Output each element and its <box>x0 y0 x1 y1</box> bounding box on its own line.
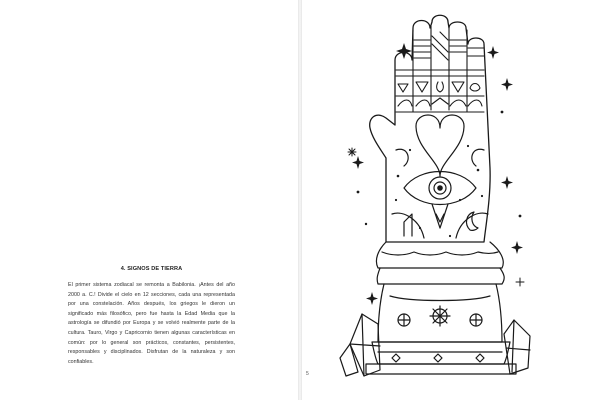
starburst-right <box>516 278 524 286</box>
body-paragraph: El primer sistema zodiacal se remonta a Babilonia. ¡Antes del año 2000 a. C.! Divide el cielo en 12 secciones, cada una representada por una constelación. Años después, los griegos le dieron un significado más filosófico, pero fue hasta la Edad Media que la astrología se difundió por Europa y se volvió realmente parte de la cultura. Tauro, Virgo y Capricornio tienen algunas características en común: por lo general son prácticos, constantes, persistentes, responsables y disciplinados. Disfrutan de la naturaleza y son confiables. <box>68 282 235 365</box>
page-number: 5 <box>306 371 309 377</box>
palm-eye-motif <box>392 115 488 238</box>
section-heading: 4. SIGNOS DE TIERRA <box>120 266 183 272</box>
hand-base <box>366 242 516 374</box>
hand-outline <box>370 15 490 242</box>
crystal-cluster-left <box>340 314 380 376</box>
starburst-left <box>348 148 356 156</box>
crystal-cluster-right <box>504 320 530 374</box>
